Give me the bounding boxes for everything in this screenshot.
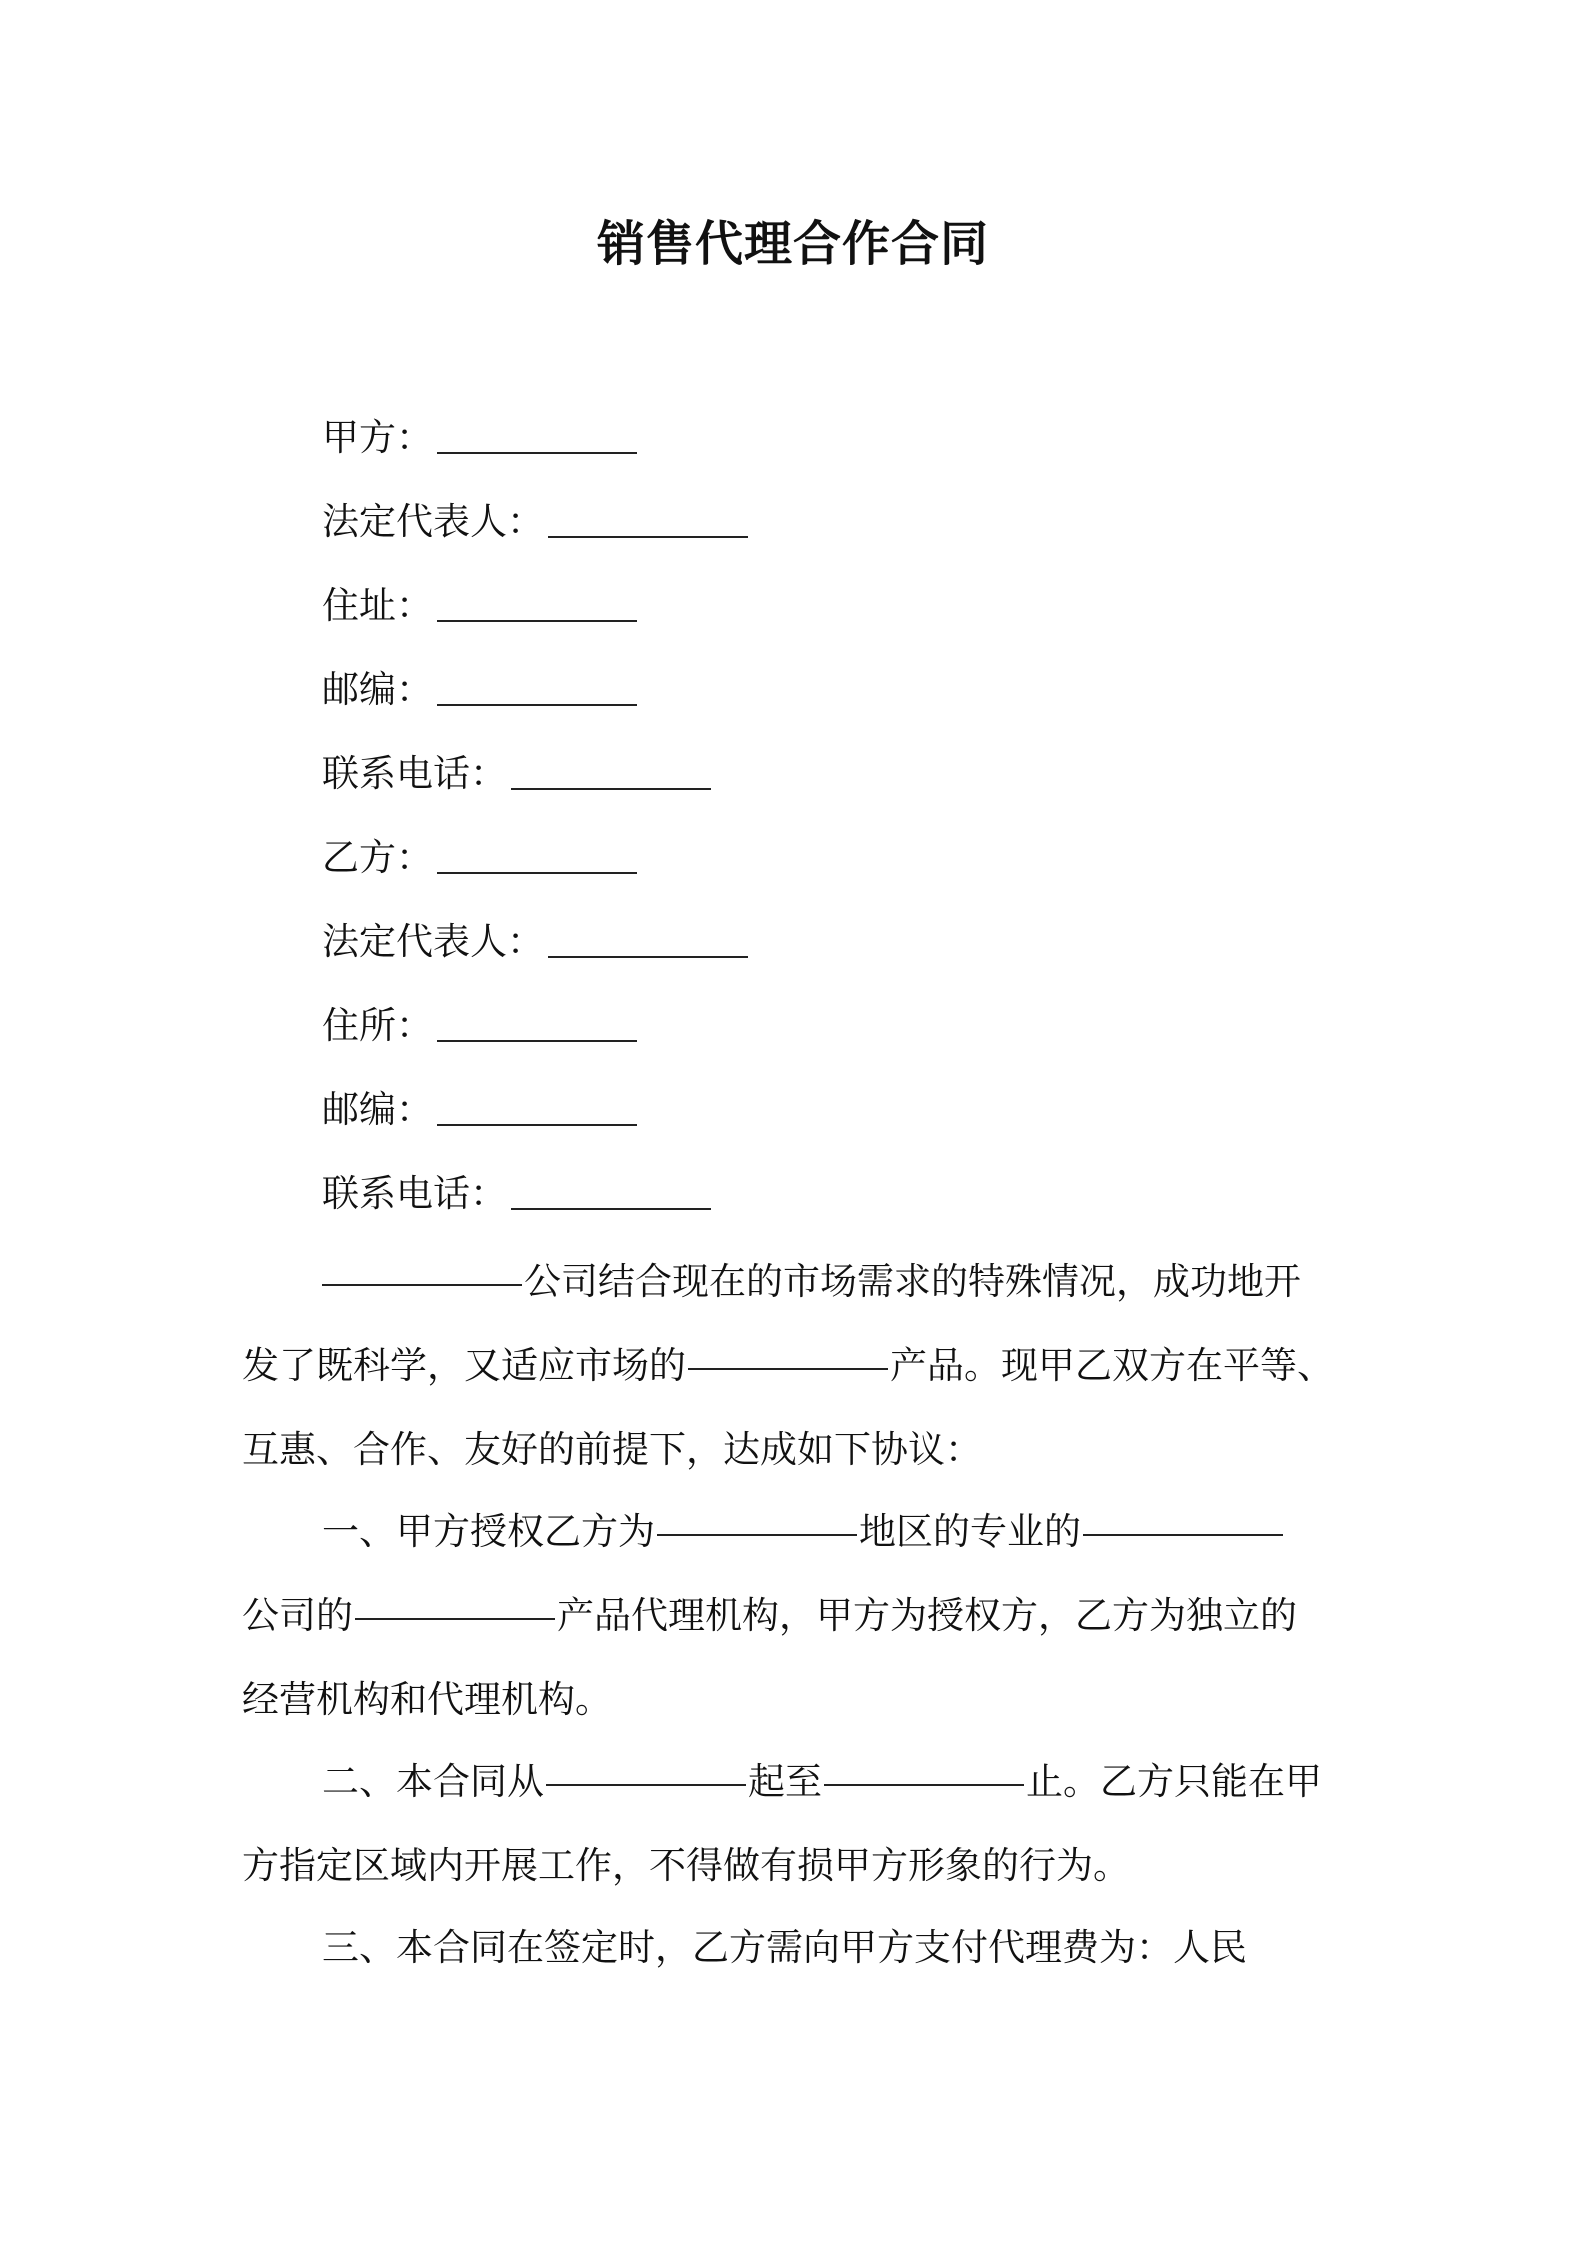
party-a-name-field [322,408,637,468]
party-a-name-blank[interactable] [437,408,637,454]
clause-1-company-blank[interactable] [1083,1490,1283,1536]
clause-2 [242,1740,1352,1908]
party-b-postcode-label: 邮编： [322,1088,433,1131]
party-b-phone-blank[interactable] [511,1164,711,1210]
party-b-rep-field [322,912,748,972]
intro-line-1-text: 公司结合现在的市场需求的特殊情况，成功地开 [524,1260,1301,1303]
clause-1-line-2 [242,1574,1352,1658]
document-title: 销售代理合作合同 [596,216,989,272]
party-a-address-blank[interactable] [437,576,637,622]
party-a-rep-field [322,492,748,552]
intro-line-3 [242,1408,1352,1492]
party-a-name-label: 甲方： [322,416,433,459]
party-a-rep-label: 法定代表人： [322,500,544,543]
party-a-postcode-blank[interactable] [437,660,637,706]
party-b-name-label: 乙方： [322,836,433,879]
party-b-name-field [322,828,637,888]
intro-line-1 [242,1240,1352,1324]
party-a-rep-blank[interactable] [548,492,748,538]
clause-2-b: 起至 [748,1760,822,1803]
party-a-phone-blank[interactable] [511,744,711,790]
intro-line-2-b: 产品。现甲乙双方在平等、 [890,1344,1334,1387]
party-a-phone-label: 联系电话： [322,752,507,795]
intro-line-2 [242,1324,1352,1408]
clause-1-a: 一、甲方授权乙方为 [322,1510,655,1553]
clause-2-a: 二、本合同从 [322,1760,544,1803]
party-b-rep-label: 法定代表人： [322,920,544,963]
clause-2-d: 方指定区域内开展工作，不得做有损甲方形象的行为。 [242,1844,1130,1887]
party-a-postcode-label: 邮编： [322,668,433,711]
party-b-address-blank[interactable] [437,996,637,1042]
clause-3-line-1 [242,1906,1352,1990]
party-b-phone-field [322,1164,711,1224]
party-b-address-field [322,996,637,1056]
party-b-rep-blank[interactable] [548,912,748,958]
party-b-address-label: 住所： [322,1004,433,1047]
intro-company-blank[interactable] [322,1240,522,1286]
clause-1-d: 产品代理机构，甲方为授权方，乙方为独立的 [557,1594,1297,1637]
party-b-postcode-field [322,1080,637,1140]
clause-2-start-blank[interactable] [546,1740,746,1786]
clause-1-product-blank[interactable] [355,1574,555,1620]
clause-2-line-1 [242,1740,1352,1824]
clause-1 [242,1490,1352,1742]
intro-product-blank[interactable] [688,1324,888,1370]
clause-1-c: 公司的 [242,1594,353,1637]
party-a-address-label: 住址： [322,584,433,627]
party-a-address-field [322,576,637,636]
clause-1-line-3 [242,1658,1352,1742]
party-b-postcode-blank[interactable] [437,1080,637,1126]
clause-1-b: 地区的专业的 [859,1510,1081,1553]
clause-3-a: 三、本合同在签定时，乙方需向甲方支付代理费为：人民 [322,1926,1247,1969]
clause-1-region-blank[interactable] [657,1490,857,1536]
clause-2-end-blank[interactable] [824,1740,1024,1786]
party-a-postcode-field [322,660,637,720]
clause-2-line-2 [242,1824,1352,1908]
clause-1-e: 经营机构和代理机构。 [242,1678,612,1721]
party-b-phone-label: 联系电话： [322,1172,507,1215]
clause-1-line-1 [242,1490,1352,1574]
clause-2-c: 止。乙方只能在甲 [1026,1760,1322,1803]
intro-line-3-text: 互惠、合作、友好的前提下，达成如下协议： [242,1428,982,1471]
party-b-name-blank[interactable] [437,828,637,874]
party-a-phone-field [322,744,711,804]
intro-line-2-a: 发了既科学，又适应市场的 [242,1344,686,1387]
intro-paragraph [242,1240,1352,1492]
clause-3 [242,1906,1352,1990]
